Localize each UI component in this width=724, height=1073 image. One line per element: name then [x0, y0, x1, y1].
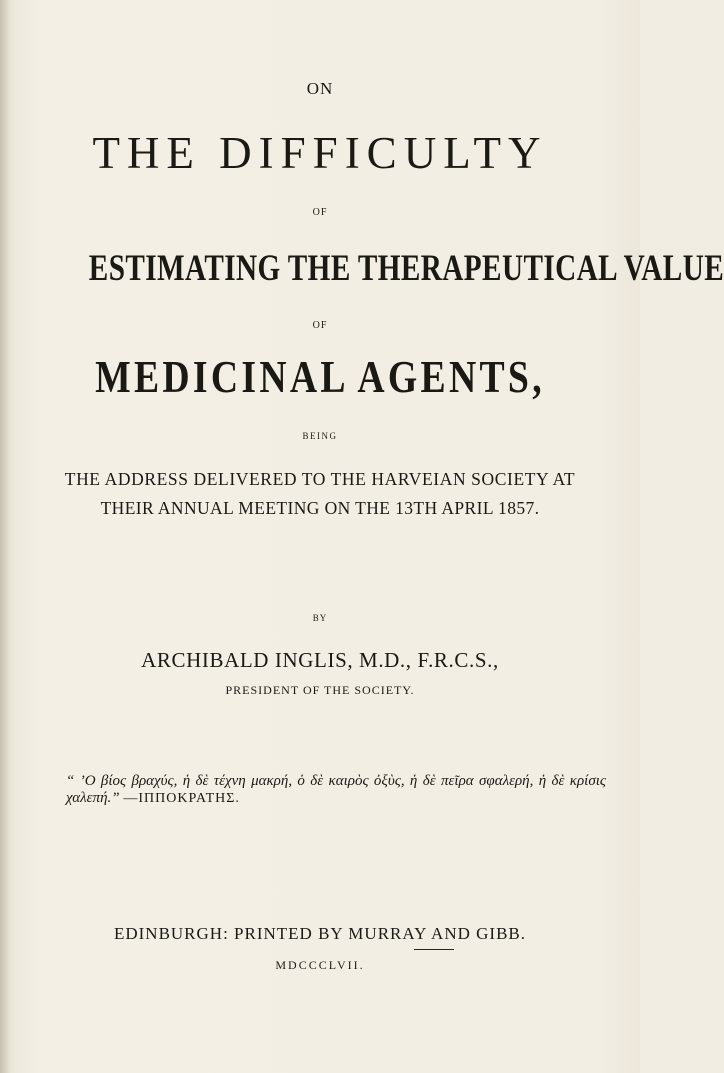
epigraph-attribution: —ΙΠΠΟΚΡΑΤΗΣ. [123, 791, 240, 806]
of-text-2: OF [312, 320, 328, 331]
description-line-1: THE ADDRESS DELIVERED TO THE HARVEIAN SOCIETY AT [64, 469, 576, 489]
greek-epigraph [66, 773, 606, 807]
by-text: BY [312, 613, 328, 623]
publisher-imprint: EDINBURGH: PRINTED BY MURRAY AND GIBB. [113, 924, 527, 943]
divider-rule [414, 949, 454, 950]
subtitle: ESTIMATING THE THERAPEUTICAL VALUE [88, 248, 724, 289]
description-line-2: THEIR ANNUAL MEETING ON THE 13TH APRIL 1857. [100, 498, 540, 518]
on-text: ON [306, 79, 334, 98]
main-title: THE DIFFICULTY [92, 128, 548, 178]
author-title: PRESIDENT OF THE SOCIETY. [225, 683, 415, 697]
epigraph-text: “ ’Ο βίος βραχύς, ἡ δὲ τέχνη μακρή, ὁ δὲ καιρὸς ὀξὺς, ἡ δὲ πεῖρα σφαλερή, ἡ δὲ κρίσις χαλεπή.” [66, 773, 606, 806]
publication-date: MDCCCLVII. [275, 958, 365, 972]
being-text: BEING [302, 431, 338, 441]
of-text-1: OF [312, 207, 328, 218]
author-name: ARCHIBALD INGLIS, M.D., F.R.C.S., [141, 648, 499, 672]
subtitle-2: MEDICINAL AGENTS, [95, 351, 545, 402]
